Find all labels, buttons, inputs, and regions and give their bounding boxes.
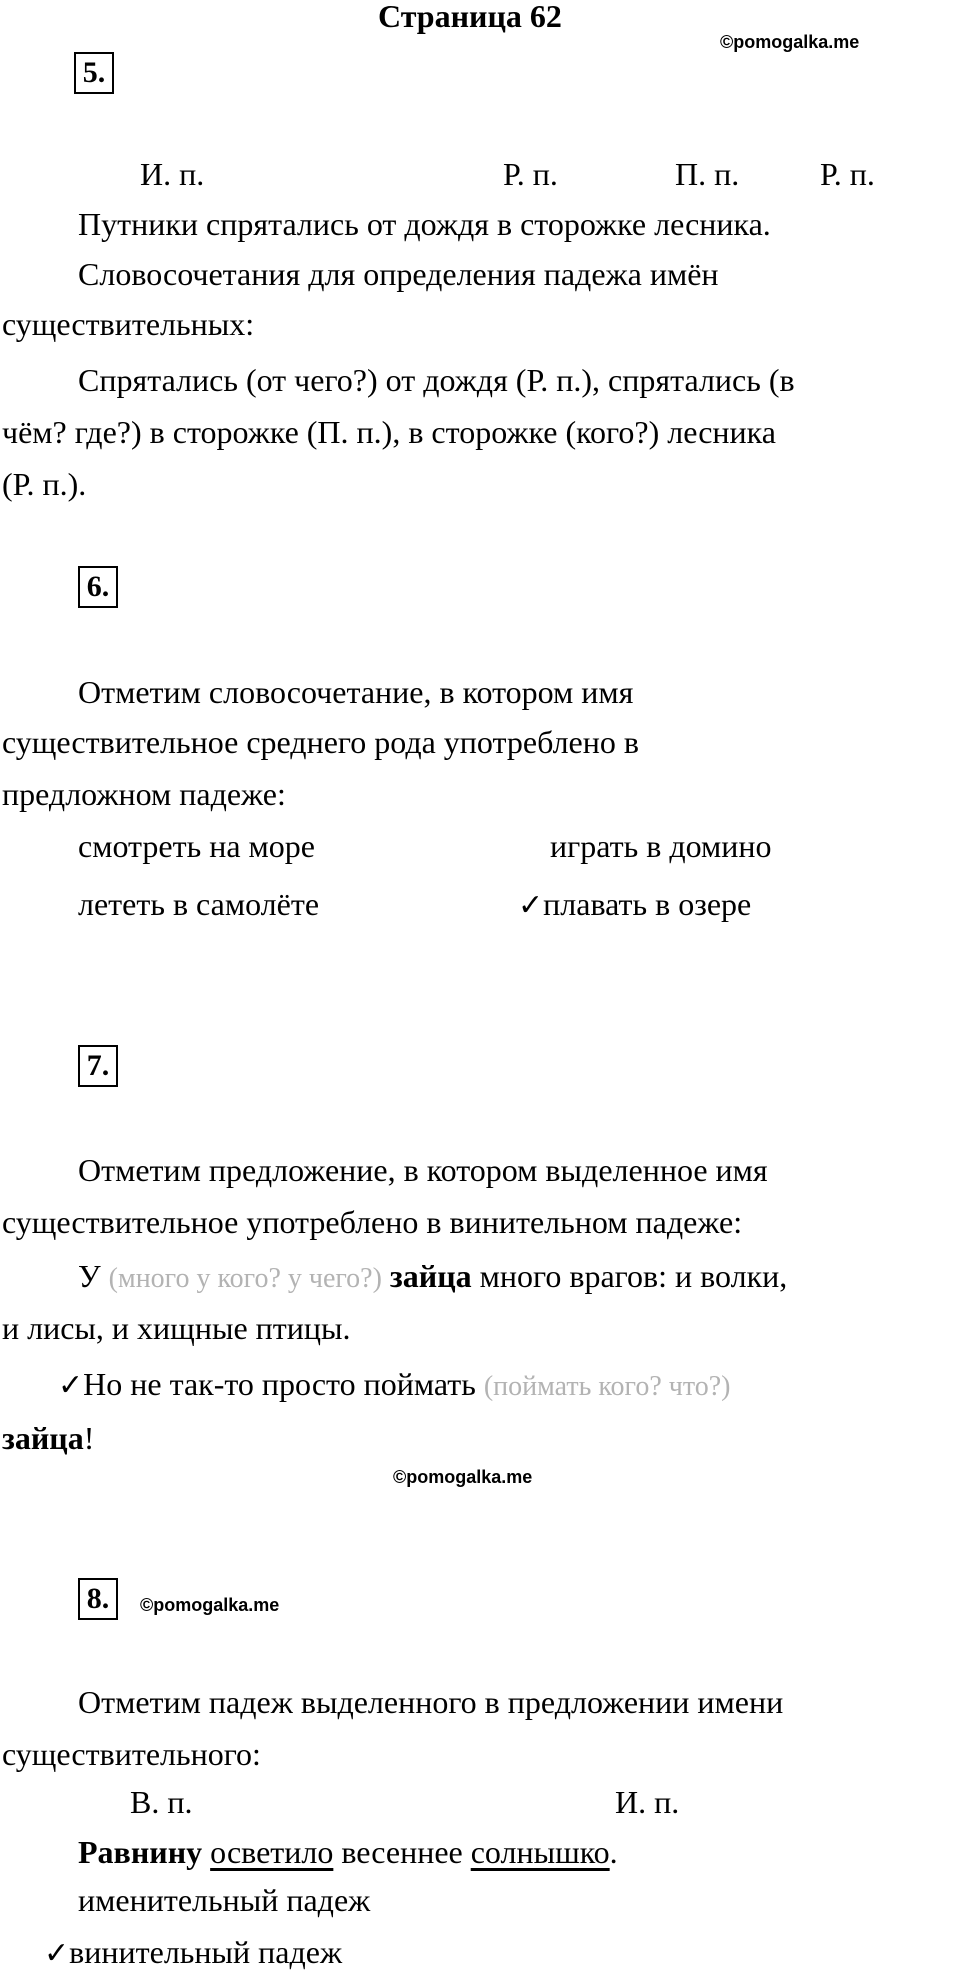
s2-bold-word: зайца — [2, 1420, 84, 1456]
case-label-4: Р. п. — [820, 156, 875, 192]
checkmark-icon: ✓ — [518, 888, 544, 923]
task-5-analysis-1: Спрятались (от чего?) от дождя (Р. п.), спрятались (в — [78, 362, 795, 398]
option-text: плавать в озере — [543, 886, 752, 922]
task-6-option-3: лететь в самолёте — [78, 886, 320, 922]
s1-rest: много врагов: и волки, — [479, 1258, 788, 1294]
task-5-intro-2: существительных: — [2, 306, 255, 342]
task-6-text-1: Отметим словосочетание, в котором имя — [78, 674, 634, 710]
checkmark-icon: ✓ — [44, 1936, 70, 1971]
task-6-option-4 — [518, 884, 751, 926]
task-7-sentence-2-end — [2, 1418, 94, 1458]
watermark-top: ©pomogalka.me — [720, 32, 860, 52]
case-label-2: Р. п. — [503, 156, 558, 192]
task-8-text-2: существительного: — [2, 1736, 261, 1772]
s1-start: У — [78, 1258, 101, 1294]
task-7-text-1: Отметим предложение, в котором выделенное имя — [78, 1152, 768, 1188]
task-8-text-1: Отметим падеж выделенного в предложении имени — [78, 1684, 784, 1720]
task-5-analysis-3: (Р. п.). — [2, 466, 87, 502]
task-7-number: 7. — [78, 1045, 118, 1087]
task-5-number: 5. — [74, 52, 114, 94]
task-7-sentence-1 — [78, 1256, 787, 1299]
task-6-text-2: существительное среднего рода употреблено в — [2, 724, 639, 760]
task-8-number: 8. — [78, 1578, 118, 1620]
task-5-intro-1: Словосочетания для определения падежа имён — [78, 256, 719, 292]
sentence-end: . — [609, 1834, 618, 1870]
s2-hint: (поймать кого? что?) — [483, 1371, 731, 1402]
underlined-verb: осветило — [210, 1834, 334, 1870]
task-6-option-2: играть в домино — [550, 828, 772, 864]
case-label-3: П. п. — [675, 156, 740, 192]
task-6-text-3: предложном падеже: — [2, 776, 286, 812]
case-label-1: И. п. — [140, 156, 205, 192]
option-text: винительный падеж — [69, 1934, 343, 1970]
task-7-sentence-2 — [58, 1364, 730, 1407]
task-7-text-2: существительное употреблено в винительном падеже: — [2, 1204, 743, 1240]
task-7-sentence-1-line-2: и лисы, и хищные птицы. — [2, 1310, 351, 1346]
watermark-task-8: ©pomogalka.me — [140, 1595, 280, 1615]
underlined-subject: солнышко — [470, 1834, 610, 1870]
s2-start: Но не так-то просто поймать — [83, 1366, 476, 1402]
task-5-sentence: Путники спрятались от дождя в сторожке лесника. — [78, 206, 771, 242]
s1-bold-word: зайца — [389, 1258, 472, 1294]
task-8-option-2 — [44, 1932, 342, 1974]
case-label-left: В. п. — [130, 1784, 193, 1820]
task-6-option-1: смотреть на море — [78, 828, 315, 864]
sentence-mid: весеннее — [341, 1834, 463, 1870]
bold-word: Равнину — [78, 1834, 203, 1870]
task-6-number: 6. — [78, 566, 118, 608]
page-title: Страница 62 — [378, 0, 562, 34]
checkmark-icon: ✓ — [58, 1368, 84, 1403]
case-label-right: И. п. — [615, 1784, 680, 1820]
task-8-sentence — [78, 1832, 618, 1872]
task-5-analysis-2: чём? где?) в сторожке (П. п.), в сторожке (кого?) лесника — [2, 414, 776, 450]
s1-hint: (много у кого? у чего?) — [108, 1263, 382, 1294]
s2-end: ! — [83, 1420, 95, 1456]
watermark-middle: ©pomogalka.me — [393, 1467, 533, 1487]
task-8-option-1: именительный падеж — [78, 1882, 371, 1918]
